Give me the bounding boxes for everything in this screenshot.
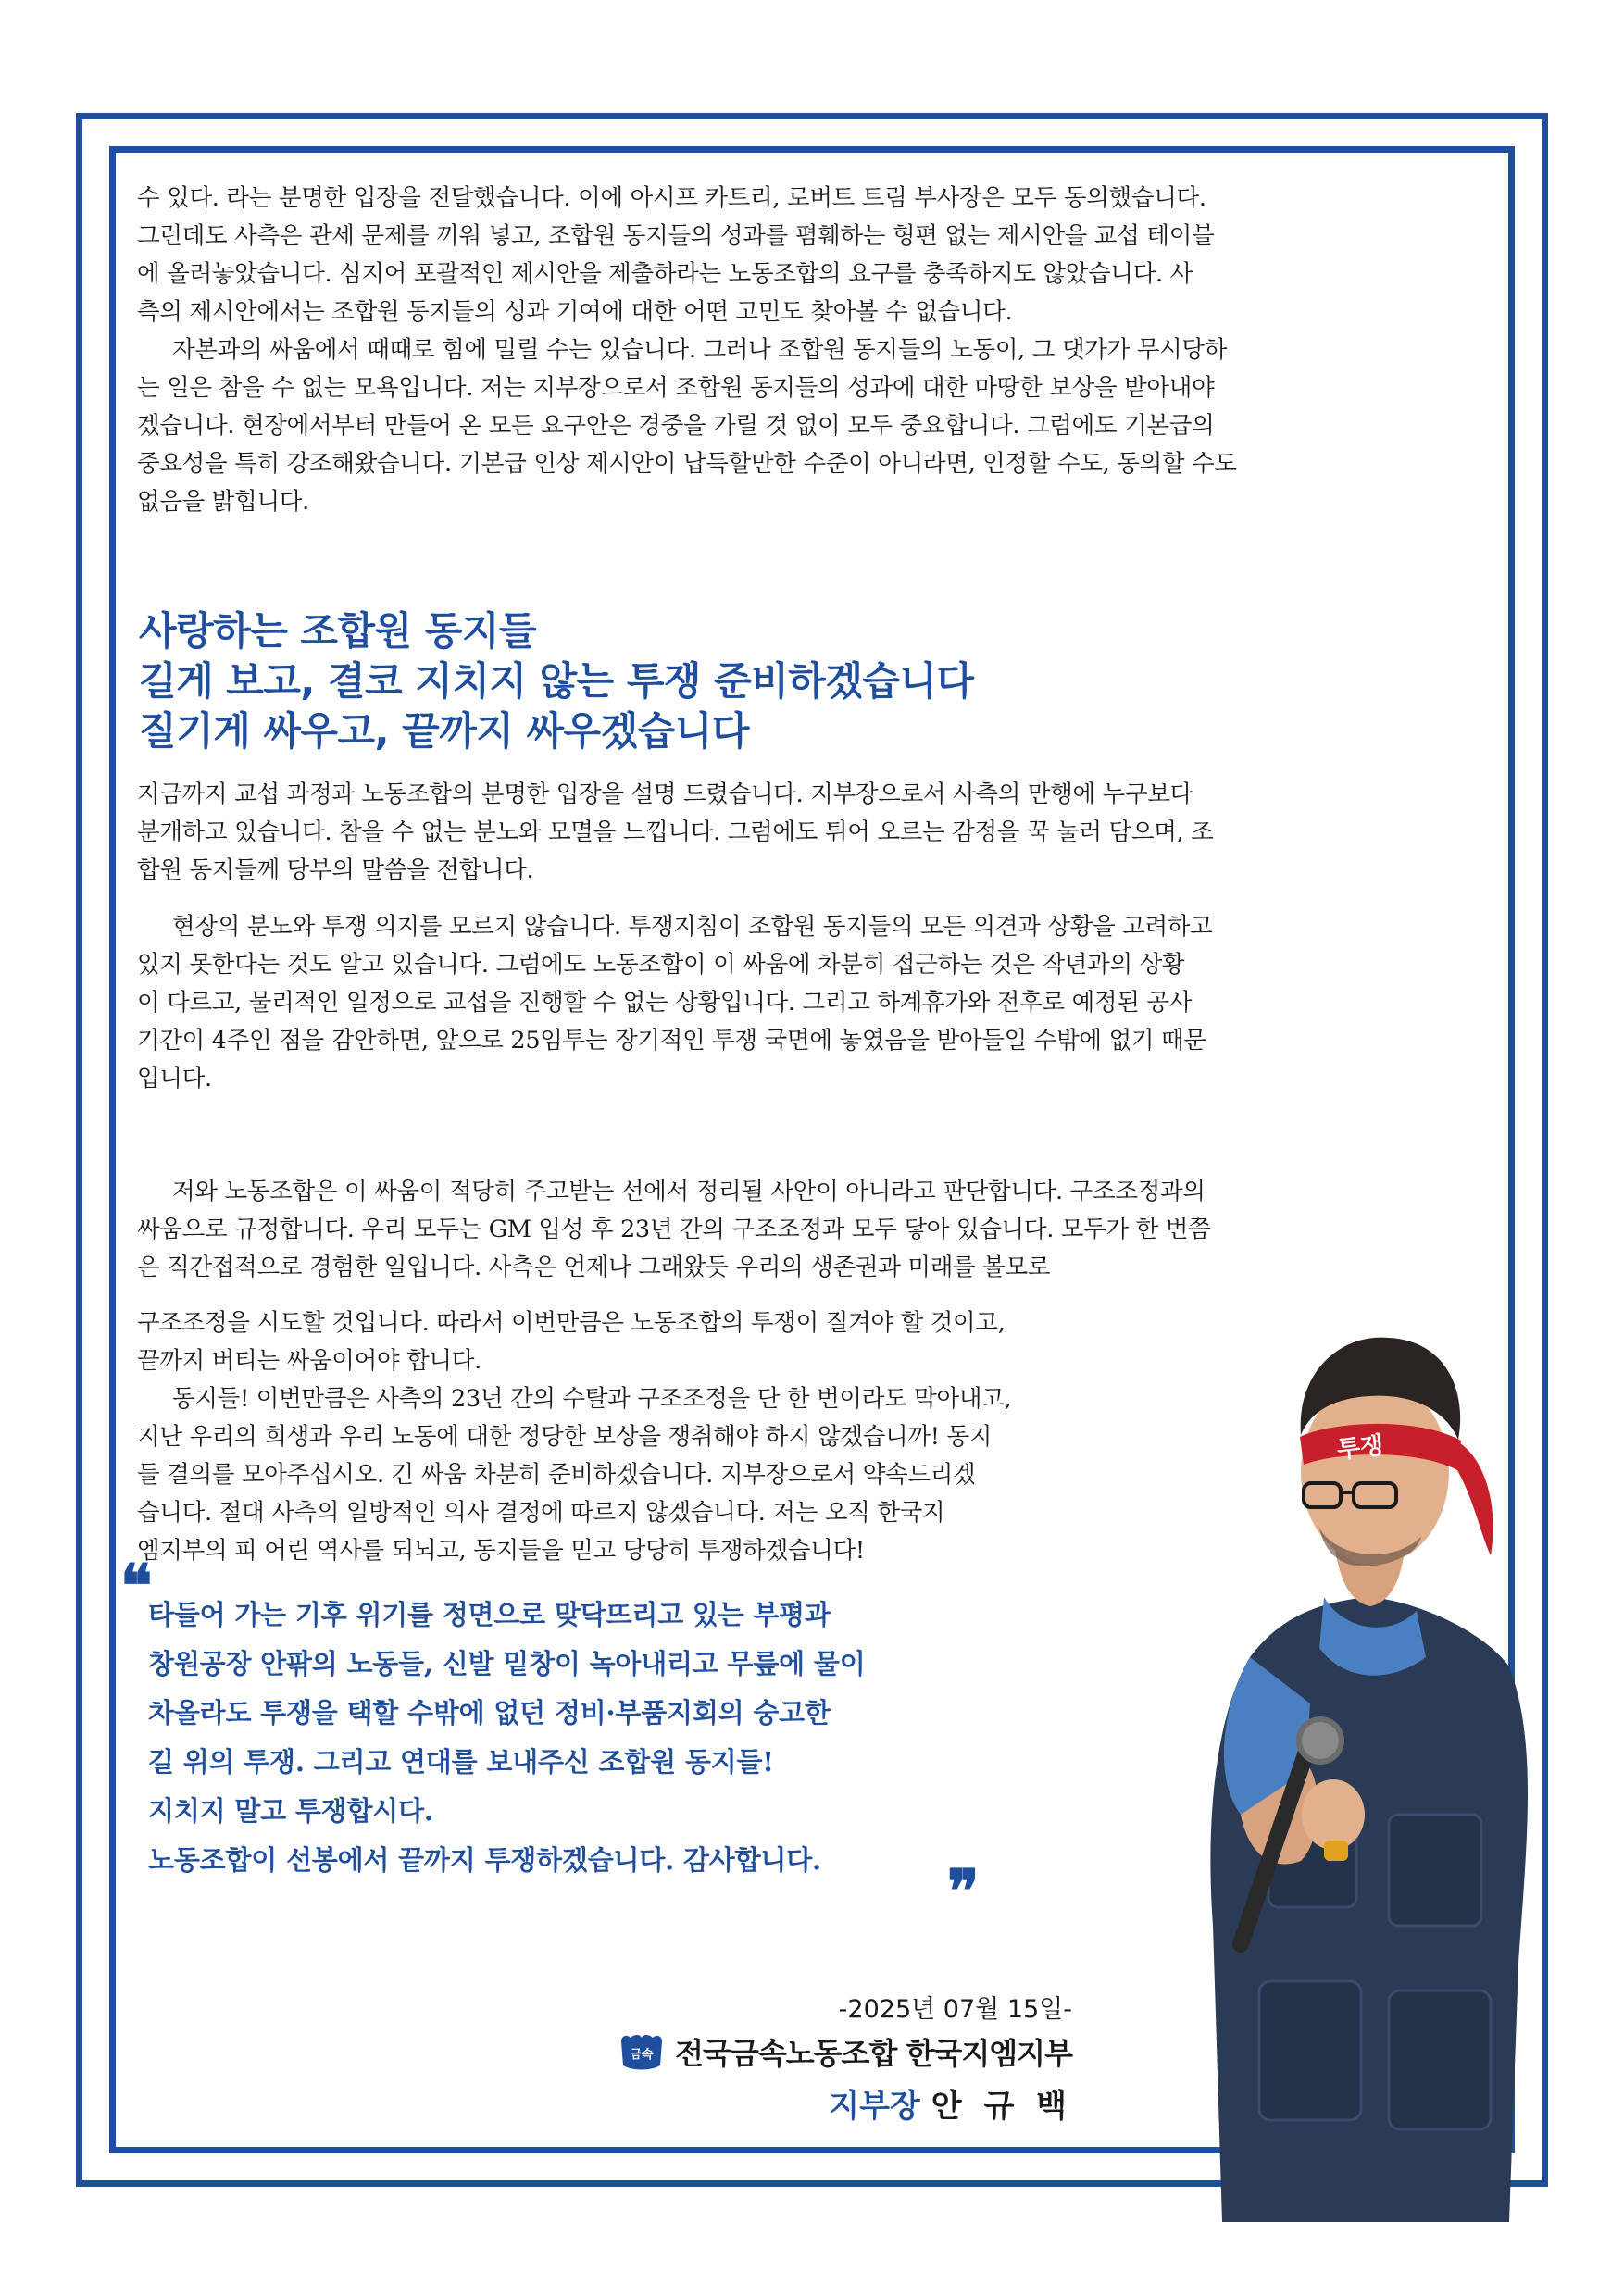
section-headline — [139, 606, 1343, 756]
issue-date: -2025년 07월 15일- — [838, 1995, 1072, 2024]
body-paragraph-3 — [137, 776, 1472, 890]
open-quote-icon: ❝ — [120, 1552, 153, 1621]
text-line: 싸움으로 규정합니다. 우리 모두는 GM 입성 후 23년 간의 구조조정과 모두 닿아 있습니다. 모두가 한 번쯤 — [137, 1216, 1211, 1243]
closing-quote — [148, 1591, 1074, 1885]
text-line: 입니다. — [137, 1065, 212, 1092]
signatory-name: 안 규 백 — [931, 2088, 1072, 2125]
text-line: 수 있다. 라는 분명한 입장을 전달했습니다. 이에 아시프 카트리, 로버트 트림 부사장은 모두 동의했습니다. — [137, 184, 1206, 212]
body-paragraph-1 — [137, 180, 1472, 331]
quote-line: 지치지 말고 투쟁합시다. — [148, 1795, 433, 1827]
quote-line: 타들어 가는 기후 위기를 정면으로 맞닥뜨리고 있는 부평과 — [148, 1599, 831, 1630]
text-line: 겠습니다. 현장에서부터 만들어 온 모든 요구안은 경중을 가릴 것 없이 모두 중요합니다. 그럼에도 기본급의 — [137, 412, 1215, 440]
quote-line: 창원공장 안팎의 노동들, 신발 밑창이 녹아내리고 무릎에 물이 — [148, 1648, 866, 1679]
text-line: 저와 노동조합은 이 싸움이 적당히 주고받는 선에서 정리될 사안이 아니라고 판단합니다. 구조조정과의 — [172, 1178, 1206, 1205]
quote-line: 차올라도 투쟁을 택할 수밖에 없던 정비·부품지회의 숭고한 — [148, 1697, 831, 1728]
text-line: 구조조정을 시도할 것입니다. 따라서 이번만큼은 노동조합의 투쟁이 질겨야 할 것이고, — [137, 1309, 1006, 1337]
headline-line: 길게 보고, 결코 지치지 않는 투쟁 준비하겠습니다 — [139, 658, 974, 704]
text-line: 은 직간접적으로 경험한 일입니다. 사측은 언제나 그래왔듯 우리의 생존권과 미래를 볼모로 — [137, 1254, 1051, 1281]
union-logo-text: 금속 — [630, 2048, 654, 2062]
body-paragraph-4 — [137, 908, 1472, 1098]
text-line: 습니다. 절대 사측의 일방적인 의사 결정에 따르지 않겠습니다. 저는 오직 한국지 — [137, 1499, 945, 1527]
body-paragraph-2 — [137, 331, 1472, 521]
headband-text: 투쟁 — [1335, 1431, 1385, 1465]
headline-line: 사랑하는 조합원 동지들 — [139, 608, 536, 654]
text-line: 그런데도 사측은 관세 문제를 끼워 넣고, 조합원 동지들의 성과를 폄훼하는 형편 없는 제시안을 교섭 테이블 — [137, 222, 1215, 250]
text-line: 동지들! 이번만큼은 사측의 23년 간의 수탈과 구조조정을 단 한 번이라도 막아내고, — [172, 1385, 1012, 1413]
text-line: 기간이 4주인 점을 감안하면, 앞으로 25임투는 장기적인 투쟁 국면에 놓였음을 받아들일 수밖에 없기 때문 — [137, 1027, 1206, 1054]
text-line: 는 일은 참을 수 없는 모욕입니다. 저는 지부장으로서 조합원 동지들의 성과에 대한 마땅한 보상을 받아내야 — [137, 374, 1215, 402]
text-line: 합원 동지들께 당부의 말씀을 전합니다. — [137, 856, 534, 884]
text-line: 끝까지 버티는 싸움이어야 합니다. — [137, 1347, 481, 1375]
text-line: 지난 우리의 희생과 우리 노동에 대한 정당한 보상을 쟁취해야 하지 않겠습니까! 동지 — [137, 1423, 993, 1451]
text-line: 들 결의를 모아주십시오. 긴 싸움 차분히 준비하겠습니다. 지부장으로서 약속드리겠 — [137, 1461, 976, 1489]
text-line: 엠지부의 피 어린 역사를 되뇌고, 동지들을 믿고 당당히 투쟁하겠습니다! — [137, 1537, 865, 1565]
text-line: 현장의 분노와 투쟁 의지를 모르지 않습니다. 투쟁지침이 조합원 동지들의 모든 의견과 상황을 고려하고 — [172, 913, 1213, 941]
signatory — [702, 2080, 1072, 2126]
quote-line: 노동조합이 선봉에서 끝까지 투쟁하겠습니다. 감사합니다. — [148, 1844, 821, 1876]
close-quote-icon: ❞ — [947, 1857, 980, 1927]
speaker-photo — [1111, 1222, 1555, 2222]
union-logo-icon — [618, 2032, 666, 2071]
text-line: 지금까지 교섭 과정과 노동조합의 분명한 입장을 설명 드렸습니다. 지부장으로서 사측의 만행에 누구보다 — [137, 780, 1193, 808]
text-line: 자본과의 싸움에서 때때로 힘에 밀릴 수는 있습니다. 그러나 조합원 동지들의 노동이, 그 댓가가 무시당하 — [172, 336, 1228, 364]
text-line: 이 다르고, 물리적인 일정으로 교섭을 진행할 수 없는 상황입니다. 그리고 하계휴가와 전후로 예정된 공사 — [137, 989, 1193, 1017]
headline-line: 질기게 싸우고, 끝까지 싸우겠습니다 — [139, 708, 749, 754]
text-line: 중요성을 특히 강조해왔습니다. 기본급 인상 제시안이 납득할만한 수준이 아니라면, 인정할 수도, 동의할 수도 — [137, 450, 1237, 478]
text-line: 있지 못한다는 것도 알고 있습니다. 그럼에도 노동조합이 이 싸움에 차분히 접근하는 것은 작년과의 상황 — [137, 951, 1185, 979]
text-line: 없음을 밝힙니다. — [137, 488, 309, 516]
text-line: 분개하고 있습니다. 참을 수 없는 분노와 모멸을 느낍니다. 그럼에도 튀어 오르는 감정을 꾹 눌러 담으며, 조 — [137, 818, 1214, 846]
text-line: 측의 제시안에서는 조합원 동지들의 성과 기여에 대한 어떤 고민도 찾아볼 수 없습니다. — [137, 298, 1013, 326]
organization-signature — [507, 2030, 1072, 2073]
organization-name: 전국금속노동조합 한국지엠지부 — [675, 2036, 1072, 2071]
quote-line: 길 위의 투쟁. 그리고 연대를 보내주신 조합원 동지들! — [148, 1746, 774, 1778]
body-paragraph-6 — [137, 1304, 1248, 1570]
signatory-title: 지부장 — [829, 2088, 920, 2125]
text-line: 에 올려놓았습니다. 심지어 포괄적인 제시안을 제출하라는 노동조합의 요구를 충족하지도 않았습니다. 사 — [137, 260, 1193, 288]
